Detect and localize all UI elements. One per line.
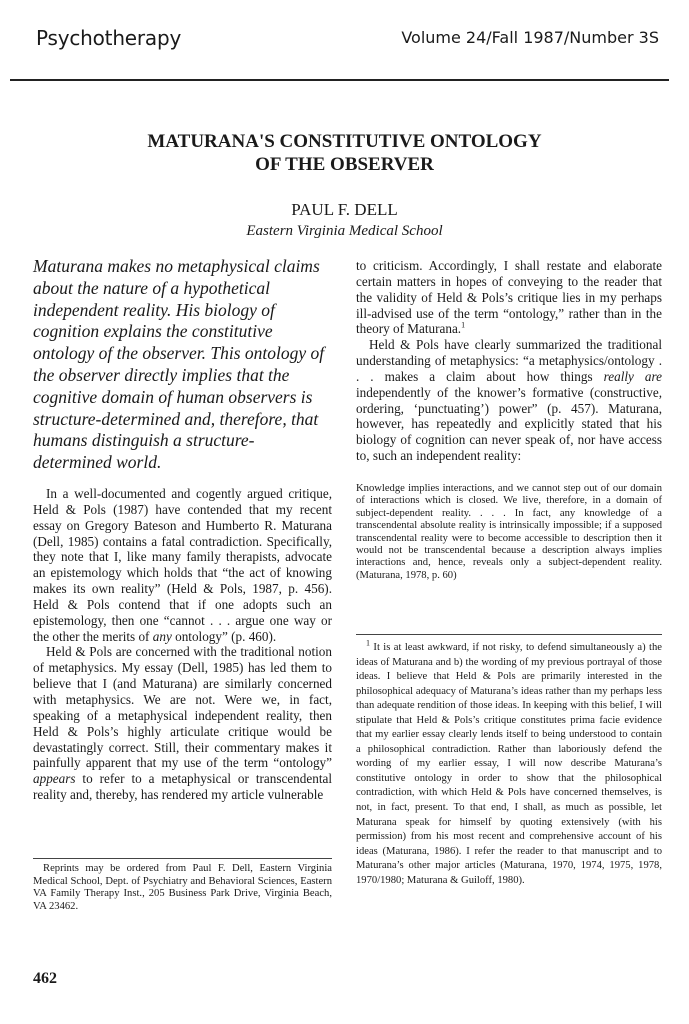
title-line-2: OF THE OBSERVER bbox=[255, 154, 434, 175]
footnote-number: 1 bbox=[366, 638, 370, 648]
author-affiliation: Eastern Virginia Medical School bbox=[246, 223, 443, 239]
body-column-left bbox=[33, 486, 332, 803]
header-rule bbox=[10, 79, 669, 81]
author-name: PAUL F. DELL bbox=[291, 200, 398, 219]
article-title bbox=[0, 130, 689, 176]
body-column-right bbox=[356, 258, 662, 464]
abstract: Maturana makes no metaphysical claims about the nature of a hypothetical independent reality. His biology of cognition explains the constitutive ontology of the observer. This ontology of the observer directly implies that the cognitive domain of human observers is structure-determined and, therefore, that humans distinguish a structure-determined world. bbox=[33, 256, 325, 473]
footnote-marker: 1 bbox=[461, 320, 466, 330]
issue-info: Volume 24/Fall 1987/Number 3S bbox=[401, 28, 659, 47]
journal-name: Psychotherapy bbox=[36, 26, 182, 50]
body-paragraph: Held & Pols have clearly summarized the traditional understanding of metaphysics: “a metaphysics/ontology . . . makes a claim about how things really are independently of the knower’s formative (constructive, ordering, ‘punctuating’) power” (p. 457). Maturana, however, has repeatedly and explicitly stated that his biology of cognition can never speak of, nor have access to, such an independent reality: bbox=[356, 337, 662, 464]
body-paragraph: to criticism. Accordingly, I shall restate and elaborate certain matters in hopes of conveying to the reader that the validity of Held & Pols’s critique lies in my perhaps ill-advised use of the term “ontology,” rather than in the theory of Maturana.$^1$ bbox=[356, 258, 662, 337]
title-line-1: MATURANA'S CONSTITUTIVE ONTOLOGY bbox=[147, 131, 542, 152]
reprints-note: Reprints may be ordered from Paul F. Dell, Eastern Virginia Medical School, Dept. of Psychiatry and Behavioral Sciences, Eastern VA Family Therapy Inst., 205 Business Park Drive, Virginia Beach, VA 23462. bbox=[33, 863, 332, 912]
footnote-rule bbox=[356, 634, 662, 635]
footnote: $^1$ It is at least awkward, if not risky, to defend simultaneously a) the ideas of Maturana and b) the wording of my previous portrayal of those ideas. I believe that Held & Pols are primarily interested in the philosophical adequacy of Maturana’s ideas rather than my perhaps less than adequate rendition of those ideas. In keeping with this belief, I will stipulate that Held & Pols’s critique constitutes prima facie evidence that my earlier essay clearly lends itself to being understood to contain a philosophical contradiction. Rather than laboriously defend the wording of my earlier essay, I will now describe Maturana’s constitutive ontology in order to show that the philosophical contradiction, with which Held & Pols have concerned themselves, is not, in fact, present. To that end, I shall, as much as possible, let Maturana speak for himself by quoting extensively (with his permission) from his most recent and comprehensive account of his ideas (Maturana, 1986). I refer the reader to that manuscript and to Maturana’s other major articles (Maturana, 1970, 1974, 1975, 1978, 1970/1980; Maturana & Guiloff, 1980). bbox=[356, 638, 662, 886]
reprints-rule bbox=[33, 858, 332, 859]
block-quote: Knowledge implies interactions, and we cannot step out of our domain of interactions which is closed. We live, therefore, in a domain of subject-dependent reality. . . . In fact, any knowledge of a transcendental absolute reality is intrinsically impossible; if a supposed transcendental reality were to become accessible to description then it would not be transcendental because a description always implies interactions and, hence, reveals only a subject-dependent reality. (Maturana, 1978, p. 60) bbox=[356, 483, 662, 581]
body-paragraph: Held & Pols are concerned with the traditional notion of metaphysics. My essay (Dell, 1985) has led them to believe that I (and Maturana) are similarly concerned with metaphysics. We are not. Were we, in fact, speaking of a metaphysical independent reality, then Held & Pols’s highly articulate critique would be devastatingly correct. Still, their commentary makes it painfully apparent that my use of the term “ontology” appears to refer to a metaphysical or transcendental reality and, thereby, has rendered my article vulnerable bbox=[33, 644, 332, 803]
page-number: 462 bbox=[33, 970, 57, 987]
body-paragraph: In a well-documented and cogently argued critique, Held & Pols (1987) have contended that my recent essay on Gregory Bateson and Humberto R. Maturana (Dell, 1985) contains a fatal contradiction. Specifically, they note that I, like many family therapists, advocate an epistemology which holds that “the act of knowing makes its own reality” (Held & Pols, 1987, p. 456). Held & Pols contend that if one adopts such an epistemology, then one “cannot . . . argue one way or the other the merits of any ontology” (p. 460). bbox=[33, 486, 332, 644]
